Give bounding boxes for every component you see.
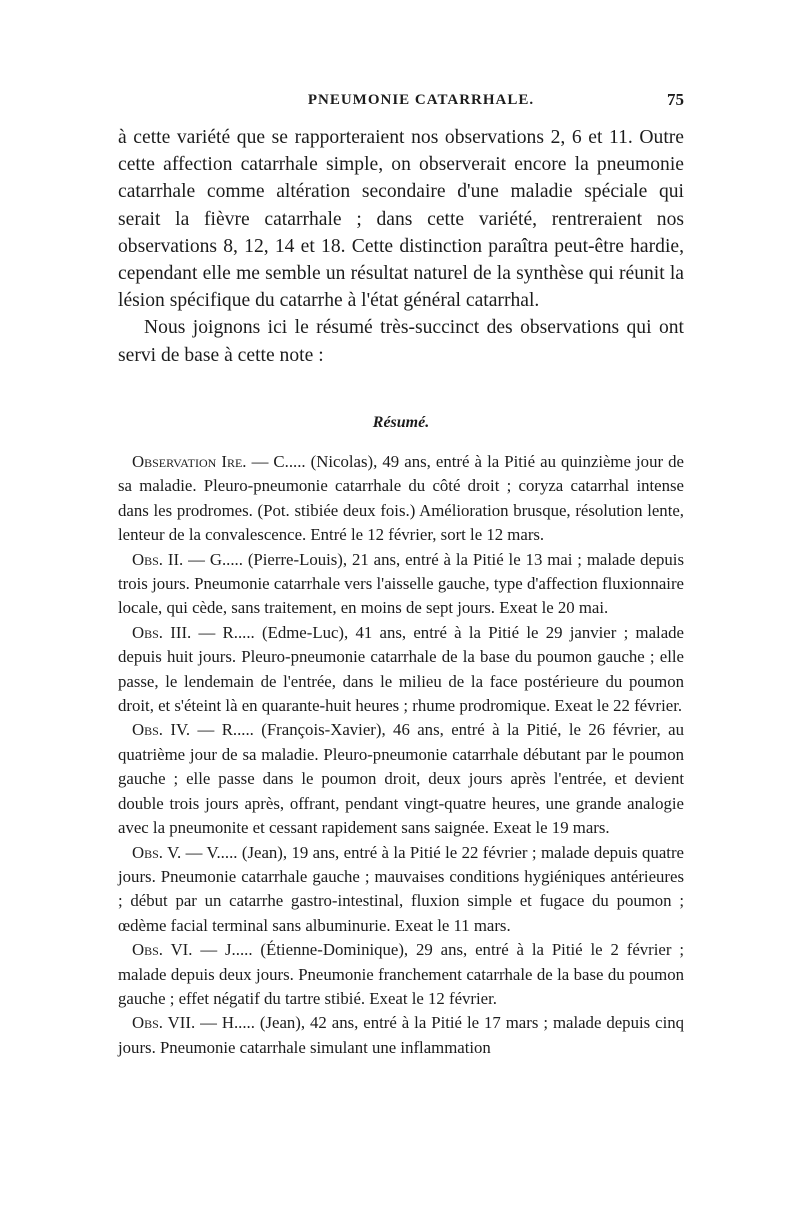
resume-heading: Résumé. xyxy=(372,414,430,431)
observation-text: — G..... (Pierre-Louis), 21 ans, entré à la Pitié le 13 mai ; malade depuis trois jours. Pneumonie catarrhale vers l'aisselle gauche, type d'affection fluxionnaire locale, qui cède, sans traitement, en moins de sept jours. Exeat le 20 mai. xyxy=(118,549,684,618)
observation-text: — J..... (Étienne-Dominique), 29 ans, entré à la Pitié le 2 février ; malade depuis deux jours. Pneumonie franchement catarrhale de la base du poumon gauche ; effet négatif du tartre stibié. Exeat le 12 février. xyxy=(118,940,685,1008)
intro-text xyxy=(118,124,684,369)
observation-entry xyxy=(118,450,684,548)
observation-entry xyxy=(118,548,684,621)
intro-paragraph: Nous joignons ici le résumé très-succinct des observations qui ont servi de base à cette note : xyxy=(118,317,684,366)
observation-label: Observation Ire. xyxy=(132,452,247,471)
intro-paragraph: à cette variété que se rapporteraient nos observations 2, 6 et 11. Outre cette affection catarrhale simple, on observerait encore la pneumonie catarrhale comme altération secondaire d'une maladie spéciale qui serait la fièvre catarrhale ; dans cette variété, rentreraient nos observations 8, 12, 14 et 18. Cette distinction paraîtra peut-être hardie, cependant elle me semble un résultat naturel de la synthèse qui réunit la lésion spécifique du catarrhe à l'état général catarrhal. xyxy=(118,127,684,312)
observation-text: — H..... (Jean), 42 ans, entré à la Pitié le 17 mars ; malade depuis cinq jours. Pneumonie catarrhale simulant une inflammation xyxy=(118,1013,685,1057)
page-number: 75 xyxy=(667,90,684,109)
observation-text: — R..... (François-Xavier), 46 ans, entré à la Pitié, le 26 février, au quatrième jour de sa maladie. Pleuro-pneumonie catarrhale débutant par le poumon gauche ; elle passe dans le poumon droit, deux jours après l'entrée, et devient double trois jours après, offrant, pendant vingt-quatre heures, une grande analogie avec la pneumonite et cessant rapidement sans saignée. Exeat le 19 mars. xyxy=(118,720,684,838)
page-header xyxy=(118,92,684,118)
observation-text: — V..... (Jean), 19 ans, entré à la Pitié le 22 février ; malade depuis quatre jours. Pneumonie catarrhale gauche ; mauvaises conditions hygiéniques antérieures ; début par un catarrhe gastro-intestinal, fluxion simple et fugace du poumon ; œdème facial terminal sans albuminurie. Exeat le 11 mars. xyxy=(118,842,684,935)
observation-entry xyxy=(118,1011,684,1060)
observation-entry xyxy=(118,841,684,939)
observation-label: Obs. V. xyxy=(132,842,182,862)
observation-entry xyxy=(118,718,684,840)
observation-label: Obs. II. xyxy=(132,549,184,569)
observation-label: Obs. III. xyxy=(132,622,192,642)
observation-label: Obs. IV. xyxy=(132,720,191,740)
observation-entry xyxy=(118,621,684,719)
observation-text: — R..... (Edme-Luc), 41 ans, entré à la Pitié le 29 janvier ; malade depuis huit jours. Pleuro-pneumonie catarrhale de la base du poumon gauche ; elle passe, le lendemain de l'entrée, dans le milieu de la face postérieure du poumon droit, et s'éteint là en quarante-huit heures ; rhume prodromique. Exeat le 22 février. xyxy=(118,622,684,716)
observation-label: Obs. VI. xyxy=(132,940,193,960)
observations-list xyxy=(118,450,684,1060)
running-title: PNEUMONIE CATARRHALE. xyxy=(307,92,535,108)
observation-text: — C..... (Nicolas), 49 ans, entré à la Pitié au quinzième jour de sa maladie. Pleuro-pneumonie catarrhale du côté droit ; coryza catarrhal intense dans les prodromes. (Pot. stibiée deux fois.) Amélioration brusque, résolution lente, lenteur de la convalescence. Entré le 12 février, sort le 12 mars. xyxy=(118,452,684,545)
observation-label: Obs. VII. xyxy=(132,1013,196,1033)
observation-entry xyxy=(118,938,684,1011)
